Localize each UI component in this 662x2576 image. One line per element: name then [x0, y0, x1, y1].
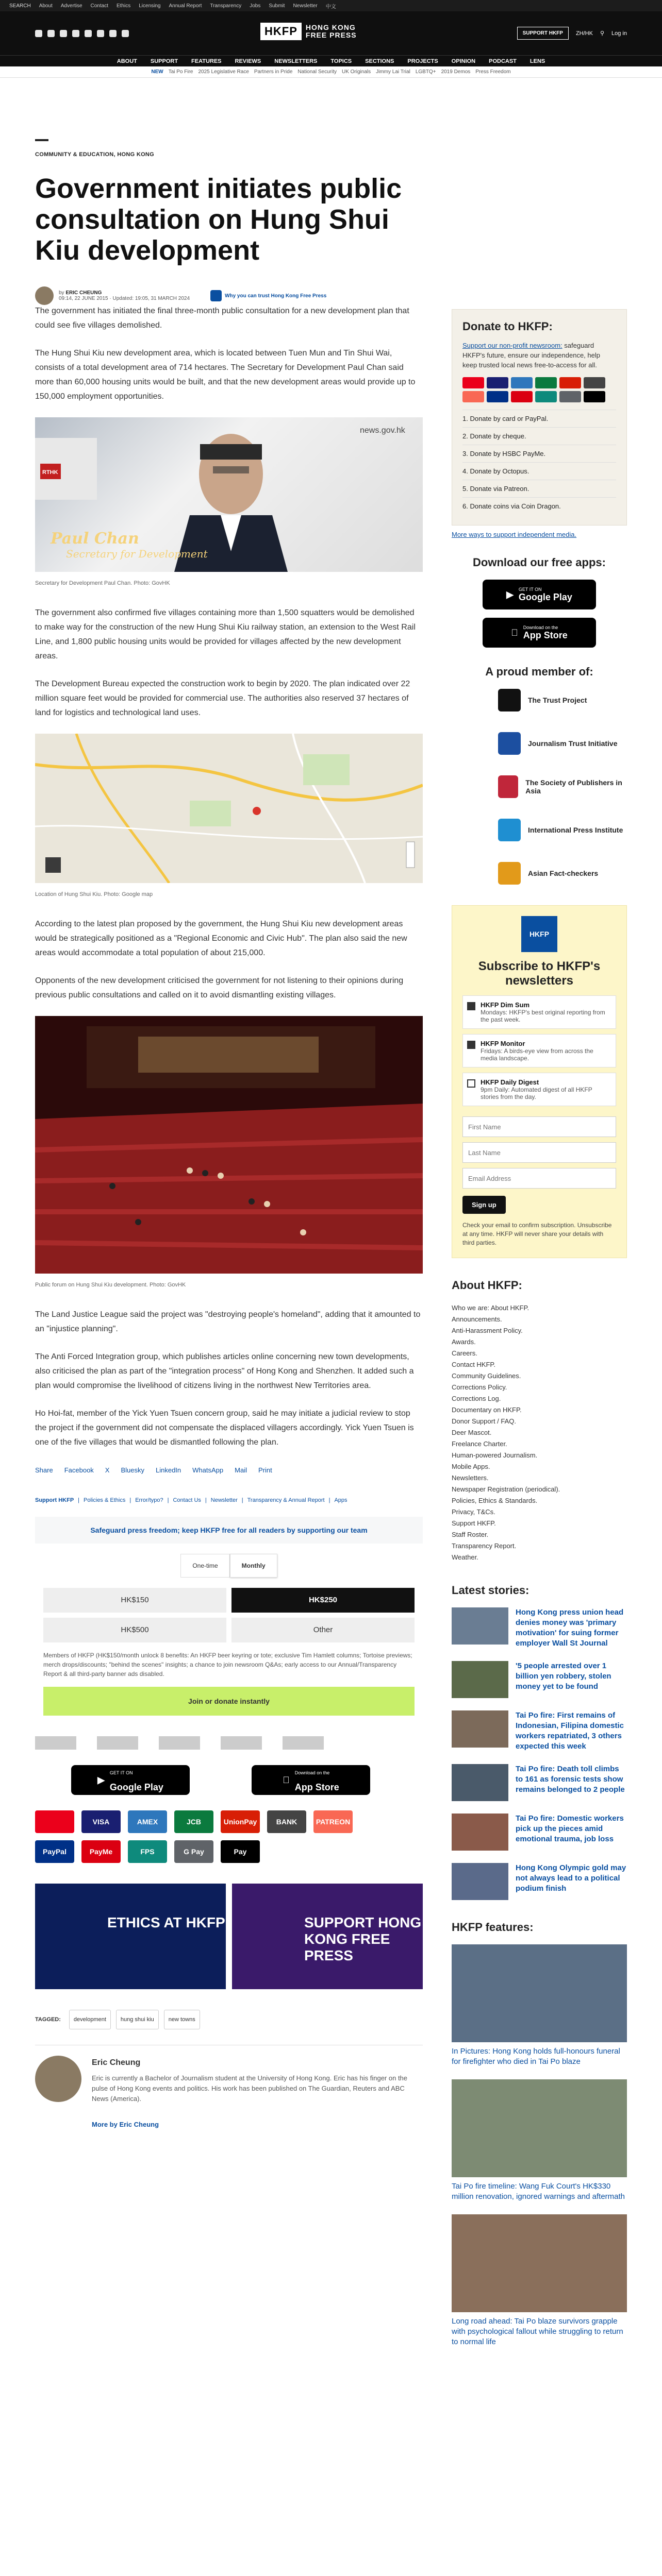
- ethics-promo[interactable]: ETHICS AT HKFP: [35, 1884, 226, 1989]
- email-input[interactable]: [462, 1168, 616, 1189]
- article-meta: [35, 286, 627, 305]
- trust-link[interactable]: [210, 290, 326, 301]
- main-nav: [0, 55, 662, 66]
- youtube-icon[interactable]: [97, 30, 104, 37]
- site-header: [0, 11, 662, 55]
- rthk-mic-label: RTHK: [42, 469, 58, 476]
- about-link[interactable]: Mobile Apps.: [452, 1463, 490, 1470]
- latest-story[interactable]: [452, 1607, 627, 1649]
- topbar-link[interactable]: Jobs: [250, 3, 261, 9]
- features-title: HKFP features:: [452, 1921, 534, 1934]
- photo-title-overlay: Secretary for Development: [66, 548, 208, 560]
- story-title[interactable]: Tai Po fire: Domestic workers pick up the pieces amid emotional trauma, job loss: [516, 1814, 624, 1843]
- donation-way[interactable]: 2. Donate by cheque.: [462, 427, 616, 445]
- google-play-label: Google Play: [518, 591, 572, 602]
- story-title[interactable]: Tai Po fire: Death toll climbs to 161 as forensic tests show remains belonged to 2 people: [516, 1765, 625, 1794]
- trending-label: NEW: [151, 69, 163, 75]
- paul-chan-photo-art: [35, 417, 423, 572]
- member-logos-row: [35, 1736, 423, 1750]
- forum-photo: [35, 1016, 423, 1274]
- author-bio: Eric is currently a Bachelor of Journalism student at the University of Hong Kong. Eric has his finger on the pulse of Hong Kong events and politics. His work has been published on The Guardian, Reuters and ABC News (America).: [92, 2074, 408, 2103]
- support-link[interactable]: Contact Us: [173, 1497, 201, 1503]
- card-icons: [462, 377, 616, 402]
- support-link[interactable]: Apps: [334, 1497, 347, 1503]
- app-store-small-label: Download on the: [291, 1770, 326, 1775]
- freq-monthly[interactable]: Monthly: [230, 1554, 277, 1578]
- payment-method[interactable]: AMEX: [128, 1810, 167, 1833]
- app-store-text: [519, 624, 568, 641]
- map-image: [35, 734, 423, 883]
- feature-story[interactable]: [452, 1944, 627, 2067]
- trust-project-icon: [210, 290, 222, 301]
- nav-item[interactable]: REVIEWS: [235, 58, 261, 64]
- donation-ways: [462, 410, 616, 515]
- play-icon: ▶: [506, 589, 514, 600]
- patreon-icon: [462, 391, 484, 402]
- tags-row: [35, 2010, 423, 2029]
- story-thumbnail[interactable]: [452, 1814, 508, 1851]
- app-store-row: [71, 1765, 423, 1795]
- google-play-label: Google Play: [109, 1782, 163, 1792]
- support-link[interactable]: Newsletter: [210, 1497, 238, 1503]
- amount-option[interactable]: HK$150: [43, 1588, 226, 1613]
- topbar-link[interactable]: Ethics: [116, 3, 131, 9]
- nav-item[interactable]: OPINION: [451, 58, 476, 64]
- nav-item[interactable]: PROJECTS: [407, 58, 438, 64]
- share-x[interactable]: X: [105, 1466, 110, 1474]
- tag[interactable]: new towns: [164, 2010, 200, 2029]
- latest-section: [452, 1584, 627, 1900]
- payment-method[interactable]: BANK: [267, 1810, 306, 1833]
- nav-item[interactable]: ABOUT: [117, 58, 137, 64]
- logo-line-2: FREE PRESS: [305, 31, 357, 39]
- support-link[interactable]: Transparency & Annual Report: [247, 1497, 325, 1503]
- caption: Location of Hung Shui Kiu. Photo: Google map: [35, 891, 153, 897]
- nav-item[interactable]: SECTIONS: [365, 58, 394, 64]
- nav-item[interactable]: TOPICS: [330, 58, 352, 64]
- about-link[interactable]: Support HKFP.: [452, 1519, 496, 1527]
- donate-box: [452, 309, 627, 526]
- paragraph: The Hung Shui Kiu new development area, which is located between Tuen Mun and Tin Shui Wai, consists of a total development area of 714 hectares. The Secretary for Development Paul Chan said more than 60,000 housing units would be built, and that the new development areas would provide up to 150,000 employment opportunities.: [35, 349, 416, 401]
- about-link[interactable]: Privacy, T&Cs.: [452, 1508, 495, 1516]
- feature-title[interactable]: Tai Po fire timeline: Wang Fuk Court's HK$330 million renovation, ignored warnings and aftermath: [452, 2182, 625, 2201]
- share-facebook[interactable]: Facebook: [64, 1466, 94, 1474]
- newsletter-option[interactable]: [462, 1034, 616, 1067]
- newsletter-note: Check your email to confirm subscription. Unsubscribe at any time. HKFP will never share your details with third parties.: [462, 1222, 612, 1246]
- share-print[interactable]: Print: [258, 1466, 272, 1474]
- trust-project-logo[interactable]: [35, 1736, 76, 1750]
- author-box-avatar[interactable]: [35, 2056, 81, 2102]
- member-list: [452, 689, 627, 885]
- nav-item[interactable]: FEATURES: [191, 58, 222, 64]
- topbar-link[interactable]: Submit: [269, 3, 285, 9]
- latest-list: [452, 1607, 627, 1900]
- photo-name-overlay: Paul Chan: [51, 530, 139, 548]
- proud-member-title: A proud member of:: [485, 665, 593, 678]
- paragraph: Ho Hoi-fat, member of the Yick Yuen Tsuen concern group, said he may initiate a judicial review to stop the project if the government did not compensate the displaced villagers accordingly. Yick Yuen Tsuen is one of the five villages that would be dismantled following the plan.: [35, 1409, 414, 1447]
- public-forum-photo-art: [35, 1016, 423, 1274]
- logo-text: [306, 24, 357, 39]
- feature-story[interactable]: [452, 2214, 627, 2347]
- payment-method[interactable]: G Pay: [174, 1840, 213, 1863]
- article-body: [35, 304, 423, 2132]
- trending-item[interactable]: 2025 Legislative Race: [198, 69, 249, 75]
- member-org[interactable]: [498, 689, 627, 711]
- app-store-button[interactable]: [252, 1765, 370, 1795]
- latest-story[interactable]: [452, 1863, 627, 1900]
- support-promo[interactable]: SUPPORT HONG KONG FREE PRESS: [232, 1884, 423, 1989]
- google-play-text: [519, 587, 572, 603]
- top-utility-bar: [0, 0, 662, 11]
- ipi-icon: [498, 819, 521, 841]
- topbar-link[interactable]: Licensing: [139, 3, 161, 9]
- afcn-icon: [498, 862, 521, 885]
- app-store-text: [291, 1766, 339, 1794]
- newsletter-name: HKFP Daily Digest: [481, 1078, 539, 1086]
- author-name[interactable]: Eric Cheung: [92, 2058, 141, 2067]
- about-link[interactable]: Donor Support / FAQ.: [452, 1417, 517, 1425]
- unionpay-icon: [559, 377, 581, 388]
- feature-image[interactable]: [452, 2214, 627, 2312]
- membership-note: Members of HKFP (HK$150/month unlock 8 benefits: An HKFP beer keyring or tote; exclusive Tim Hamlett columns; Tortoise previews; merch drops/discounts; "behind the scenes" insights; a chance to join newsroom Q&As; early access to our Annual/Transparency Report & all third-party banner ads disabled.: [43, 1652, 412, 1677]
- story-thumbnail[interactable]: [452, 1607, 508, 1645]
- newsletter-desc: Mondays: HKFP's best original reporting from the past week.: [481, 1009, 605, 1023]
- newsletter-logo: HKFP: [521, 916, 557, 952]
- payment-method[interactable]: PATREON: [313, 1810, 353, 1833]
- donation-frequency: [35, 1554, 423, 1578]
- about-title: About HKFP:: [452, 1279, 522, 1292]
- share-bar: [35, 1463, 423, 1478]
- checkbox[interactable]: [467, 1079, 475, 1088]
- paypal-icon: [487, 391, 508, 402]
- about-link[interactable]: Weather.: [452, 1553, 478, 1561]
- feature-image[interactable]: [452, 1944, 627, 2042]
- login-link[interactable]: Log in: [611, 30, 627, 37]
- app-store-label: App Store: [291, 1782, 336, 1792]
- story-thumbnail[interactable]: [452, 1661, 508, 1698]
- support-link[interactable]: Error/typo?: [135, 1497, 163, 1503]
- member-org[interactable]: [498, 732, 627, 755]
- first-name-input[interactable]: [462, 1116, 616, 1137]
- paragraph: According to the latest plan proposed by the government, the Hung Shui Kiu new development areas would be strategically positioned as a "Regional Economic and Civic Hub". The plan also said the new areas would accommodate a total population of about 215,000.: [35, 920, 407, 957]
- payment-methods: [35, 1810, 396, 1863]
- language-switch[interactable]: ZH/HK: [575, 30, 593, 37]
- story-thumbnail[interactable]: [452, 1764, 508, 1801]
- donation-way[interactable]: 3. Donate by HSBC PayMe.: [462, 445, 616, 462]
- gpay-icon: [559, 391, 581, 402]
- topbar-link[interactable]: Advertise: [60, 3, 82, 9]
- article-area: [35, 139, 627, 2346]
- share-bluesky[interactable]: Bluesky: [121, 1466, 144, 1474]
- apple-icon: [283, 1773, 290, 1787]
- social-links: [35, 30, 129, 37]
- app-store-button[interactable]: [483, 618, 596, 648]
- about-link[interactable]: Newsletters.: [452, 1474, 489, 1482]
- feature-image[interactable]: [452, 2079, 627, 2177]
- payment-method[interactable]: PayMe: [81, 1840, 121, 1863]
- paragraph: The government also confirmed five villages containing more than 1,500 squatters would be demolished to make way for the construction of the new Hung Shui Kiu railway station, an extension to the West Rail Line, and 1,800 public housing units would be provided for villages affected by the new development areas.: [35, 608, 416, 660]
- signup-button[interactable]: Sign up: [462, 1196, 506, 1214]
- about-link[interactable]: Human-powered Journalism.: [452, 1451, 538, 1459]
- google-play-button[interactable]: [71, 1765, 190, 1795]
- newsletter-title: Subscribe to HKFP's newsletters: [478, 959, 601, 988]
- freq-one-time[interactable]: One-time: [180, 1554, 229, 1578]
- payment-method[interactable]: VISA: [81, 1810, 121, 1833]
- payme-icon: [511, 391, 533, 402]
- article-title: Government initiates public consultation on Hung Shui Kiu development: [35, 173, 402, 266]
- latest-story[interactable]: [452, 1764, 627, 1801]
- caption: Public forum on Hung Shui Kiu development. Photo: GovHK: [35, 1282, 186, 1288]
- about-link[interactable]: Freelance Charter.: [452, 1440, 507, 1448]
- donation-way[interactable]: 1. Donate by card or PayPal.: [462, 410, 616, 427]
- afcn-logo[interactable]: [283, 1736, 324, 1750]
- support-links: Support HKFP | Policies & Ethics | Error/typo? | Contact Us | Newsletter | Transparency & Annual Report | Apps: [35, 1493, 423, 1507]
- divider: [35, 139, 48, 141]
- logo-line-1: HONG KONG: [305, 23, 356, 31]
- donation-amounts: [43, 1588, 415, 1642]
- google-play-text: [110, 1766, 163, 1794]
- hung-shui-kiu-map: [35, 734, 423, 883]
- logo-mark: HKFP: [260, 23, 302, 40]
- trending-item[interactable]: Tai Po Fire: [168, 69, 193, 75]
- member-name: Asian Fact-checkers: [528, 869, 599, 877]
- ipi-logo[interactable]: [221, 1736, 262, 1750]
- newsletter-desc: Fridays: A birds-eye view from across the media landscape.: [481, 1047, 593, 1062]
- trust-project-icon: [498, 689, 521, 711]
- apps-title: Download our free apps:: [473, 556, 606, 569]
- fps-icon: [535, 391, 557, 402]
- amount-option[interactable]: HK$500: [43, 1618, 226, 1642]
- jti-logo[interactable]: [97, 1736, 138, 1750]
- support-hkfp-button[interactable]: SUPPORT HKFP: [517, 27, 569, 40]
- checkbox-checked[interactable]: [467, 1002, 475, 1010]
- about-section: [452, 1279, 627, 1563]
- donate-title: Donate to HKFP:: [462, 320, 553, 333]
- safeguard-banner[interactable]: Safeguard press freedom; keep HKFP free for all readers by supporting our team: [35, 1517, 423, 1544]
- photo-paul-chan: [35, 417, 423, 572]
- paragraph: The Anti Forced Integration group, which publishes articles online concerning new town developments, also criticised the plan as part of the "integration process" of Hong Kong and Shenzhen. It added such a plan would compromise the livelihood of citizens living in the northwest New Territories area.: [35, 1352, 414, 1390]
- donation-way[interactable]: 4. Donate by Octopus.: [462, 462, 616, 480]
- about-link[interactable]: Corrections Log.: [452, 1395, 501, 1402]
- about-link[interactable]: Transparency Report.: [452, 1542, 517, 1550]
- about-link[interactable]: Announcements.: [452, 1315, 502, 1323]
- paragraph: The Land Justice League said the project was "destroying people's homeland", adding that it amounted to an "injustice planning".: [35, 1310, 421, 1333]
- share-whatsapp[interactable]: WhatsApp: [192, 1466, 224, 1474]
- byline-prefix: by: [59, 290, 64, 296]
- trending-bar: [0, 66, 662, 78]
- share-mail[interactable]: Mail: [235, 1466, 247, 1474]
- member-org[interactable]: [498, 862, 627, 885]
- payment-method[interactable]: JCB: [174, 1810, 213, 1833]
- threads-icon[interactable]: [72, 30, 79, 37]
- search-icon[interactable]: ⚲: [600, 30, 605, 37]
- member-org[interactable]: [498, 775, 627, 798]
- tag[interactable]: hung shui kiu: [116, 2010, 159, 2029]
- trending-item[interactable]: 2019 Demos: [441, 69, 471, 75]
- amount-option-selected[interactable]: HK$250: [231, 1588, 415, 1613]
- latest-title: Latest stories:: [452, 1584, 529, 1597]
- story-title[interactable]: Hong Kong press union head denies money was 'primary motivation' for suing former employer Wall St Journal: [516, 1608, 624, 1648]
- newsletter-name: HKFP Dim Sum: [481, 1001, 530, 1009]
- about-link[interactable]: Staff Roster.: [452, 1531, 489, 1538]
- feature-title[interactable]: Long road ahead: Tai Po blaze survivors grapple with psychological fallout while struggling to return to normal life: [452, 2317, 623, 2346]
- member-name: International Press Institute: [528, 826, 623, 834]
- applepay-icon: [584, 391, 605, 402]
- join-button[interactable]: Join or donate instantly: [43, 1687, 415, 1716]
- jti-icon: [498, 732, 521, 755]
- about-list: [452, 1302, 627, 1563]
- mail-icon[interactable]: [122, 30, 129, 37]
- latest-story[interactable]: [452, 1710, 627, 1752]
- topbar-link[interactable]: 中文: [325, 4, 336, 10]
- newsletter-option[interactable]: [462, 995, 616, 1029]
- about-link[interactable]: Careers.: [452, 1349, 477, 1357]
- topbar-link[interactable]: Transparency: [210, 3, 242, 9]
- promo-row: [35, 1884, 423, 1989]
- paragraph: The Development Bureau expected the construction work to begin by 2020. The plan indicated over 22 million square feet would be provided for commercial use. The authorities also reserved 37 hectares of land for logistics and technological land uses.: [35, 680, 410, 717]
- topbar-link[interactable]: Annual Report: [169, 3, 202, 9]
- mastercard-icon[interactable]: [35, 1810, 74, 1833]
- support-link[interactable]: Policies & Ethics: [84, 1497, 126, 1503]
- paragraph: Opponents of the new development criticised the government for not listening to their opinions during previous public consultations and called on it to avoid dismantling existing villages.: [35, 976, 404, 999]
- member-name: The Society of Publishers in Asia: [525, 778, 622, 795]
- donate-intro-link[interactable]: Support our non-profit newsroom:: [462, 342, 562, 349]
- amex-icon: [511, 377, 533, 388]
- google-play-small-label: GET IT ON: [518, 586, 542, 592]
- amount-option[interactable]: Other: [231, 1618, 415, 1642]
- more-ways-link[interactable]: More ways to support independent media.: [452, 531, 577, 538]
- donation-way[interactable]: 5. Donate via Patreon.: [462, 480, 616, 497]
- byline: [59, 290, 190, 301]
- caption: Secretary for Development Paul Chan. Photo: GovHK: [35, 580, 170, 586]
- tags-label: TAGGED:: [35, 2016, 61, 2023]
- article-dates: 09:14, 22 JUNE 2015 · Updated: 19:05, 31 MARCH 2024: [59, 296, 190, 301]
- features-list: [452, 1944, 627, 2347]
- about-link[interactable]: Policies, Ethics & Standards.: [452, 1497, 538, 1504]
- donate-intro: [462, 341, 616, 370]
- author-box: [35, 2045, 423, 2132]
- trending-item[interactable]: Jimmy Lai Trial: [376, 69, 410, 75]
- newsletter-name: HKFP Monitor: [481, 1040, 525, 1047]
- app-store-label: App Store: [519, 630, 564, 640]
- about-link[interactable]: Anti-Harassment Policy.: [452, 1327, 523, 1334]
- about-link[interactable]: Who we are: About HKFP.: [452, 1304, 529, 1312]
- sidebar: [452, 309, 627, 2360]
- photo-source-tag: news.gov.hk: [360, 426, 405, 435]
- topbar-link[interactable]: About: [39, 3, 53, 9]
- about-link[interactable]: Community Guidelines.: [452, 1372, 521, 1380]
- sopa-logo[interactable]: [159, 1736, 200, 1750]
- tag[interactable]: development: [69, 2010, 111, 2029]
- telegram-icon[interactable]: [109, 30, 117, 37]
- topbar-link[interactable]: Newsletter: [293, 3, 318, 9]
- facebook-icon[interactable]: [35, 30, 42, 37]
- instagram-icon[interactable]: [60, 30, 67, 37]
- author-avatar[interactable]: [35, 286, 54, 305]
- trending-item[interactable]: UK Originals: [341, 69, 371, 75]
- trending-item[interactable]: Partners in Pride: [254, 69, 293, 75]
- visa-icon: [487, 377, 508, 388]
- about-link[interactable]: Corrections Policy.: [452, 1383, 507, 1391]
- app-store-small-label: Download on the: [519, 624, 555, 630]
- trending-item[interactable]: National Security: [297, 69, 337, 75]
- nav-item[interactable]: SUPPORT: [150, 58, 178, 64]
- support-link[interactable]: Support HKFP: [35, 1497, 74, 1503]
- author-link[interactable]: ERIC CHEUNG: [65, 290, 102, 296]
- nav-item[interactable]: NEWSLETTERS: [274, 58, 318, 64]
- story-thumbnail[interactable]: [452, 1863, 508, 1900]
- x-icon[interactable]: [47, 30, 55, 37]
- sopa-icon: [498, 775, 518, 798]
- latest-story[interactable]: [452, 1814, 627, 1851]
- nav-item[interactable]: LENS: [529, 58, 545, 64]
- nav-item[interactable]: PODCAST: [489, 58, 517, 64]
- checkbox-checked[interactable]: [467, 1041, 475, 1049]
- more-by-author-link[interactable]: More by Eric Cheung: [92, 2121, 159, 2128]
- payment-method[interactable]: PayPal: [35, 1840, 74, 1863]
- member-name: Journalism Trust Initiative: [528, 739, 618, 748]
- payment-method[interactable]: FPS: [128, 1840, 167, 1863]
- topbar-link[interactable]: Contact: [90, 3, 108, 9]
- story-title[interactable]: '5 people arrested over 1 billion yen robbery, stolen money yet to be found: [516, 1662, 611, 1691]
- trust-link-label: Why you can trust Hong Kong Free Press: [225, 293, 327, 299]
- donate-intro-text: safeguard HKFP's future, ensure our independence, help keep trusted local news free-to-access for all.: [462, 342, 600, 369]
- apple-icon: [511, 628, 518, 638]
- mastercard-icon: [462, 377, 484, 388]
- about-link[interactable]: Newspaper Registration (periodical).: [452, 1485, 560, 1493]
- feature-story[interactable]: [452, 2079, 627, 2202]
- share-linkedin[interactable]: LinkedIn: [156, 1466, 181, 1474]
- latest-story[interactable]: [452, 1661, 627, 1698]
- newsletter-desc: 9pm Daily: Automated digest of all HKFP stories from the day.: [481, 1086, 592, 1100]
- story-title[interactable]: Hong Kong Olympic gold may not always lead to a political podium finish: [516, 1863, 626, 1893]
- newsletter-box: [452, 905, 627, 1258]
- payment-method[interactable]: UnionPay: [221, 1810, 260, 1833]
- bluesky-icon[interactable]: [85, 30, 92, 37]
- about-link[interactable]: Deer Mascot.: [452, 1429, 492, 1436]
- play-icon: ▶: [97, 1775, 105, 1785]
- story-title[interactable]: Tai Po fire: First remains of Indonesian, Filipina domestic workers repatriated, 3 others expected this week: [516, 1711, 624, 1751]
- bank-icon: [584, 377, 605, 388]
- trending-item[interactable]: Press Freedom: [475, 69, 511, 75]
- share-label: Share: [35, 1466, 53, 1474]
- member-org[interactable]: [498, 819, 627, 841]
- trending-item[interactable]: LGBTQ+: [415, 69, 436, 75]
- member-name: The Trust Project: [528, 696, 587, 704]
- jcb-icon: [535, 377, 557, 388]
- about-link[interactable]: Contact HKFP.: [452, 1361, 496, 1368]
- last-name-input[interactable]: [462, 1142, 616, 1163]
- search-link[interactable]: SEARCH: [9, 3, 31, 9]
- article-category[interactable]: COMMUNITY & EDUCATION, HONG KONG: [35, 151, 155, 158]
- site-logo[interactable]: [260, 23, 357, 40]
- newsletter-option[interactable]: [462, 1073, 616, 1106]
- about-link[interactable]: Awards.: [452, 1338, 476, 1346]
- paragraph: The government has initiated the final three-month public consultation for a new development plan that could see five villages demolished.: [35, 307, 409, 330]
- google-play-button[interactable]: [483, 580, 596, 609]
- google-play-small-label: GET IT ON: [109, 1770, 133, 1775]
- feature-title[interactable]: In Pictures: Hong Kong holds full-honours funeral for firefighter who died in Tai Po blaze: [452, 2047, 620, 2066]
- features-section: [452, 1921, 627, 2347]
- story-thumbnail[interactable]: [452, 1710, 508, 1748]
- payment-method[interactable]: Pay: [221, 1840, 260, 1863]
- donation-way[interactable]: 6. Donate coins via Coin Dragon.: [462, 497, 616, 515]
- about-link[interactable]: Documentary on HKFP.: [452, 1406, 522, 1414]
